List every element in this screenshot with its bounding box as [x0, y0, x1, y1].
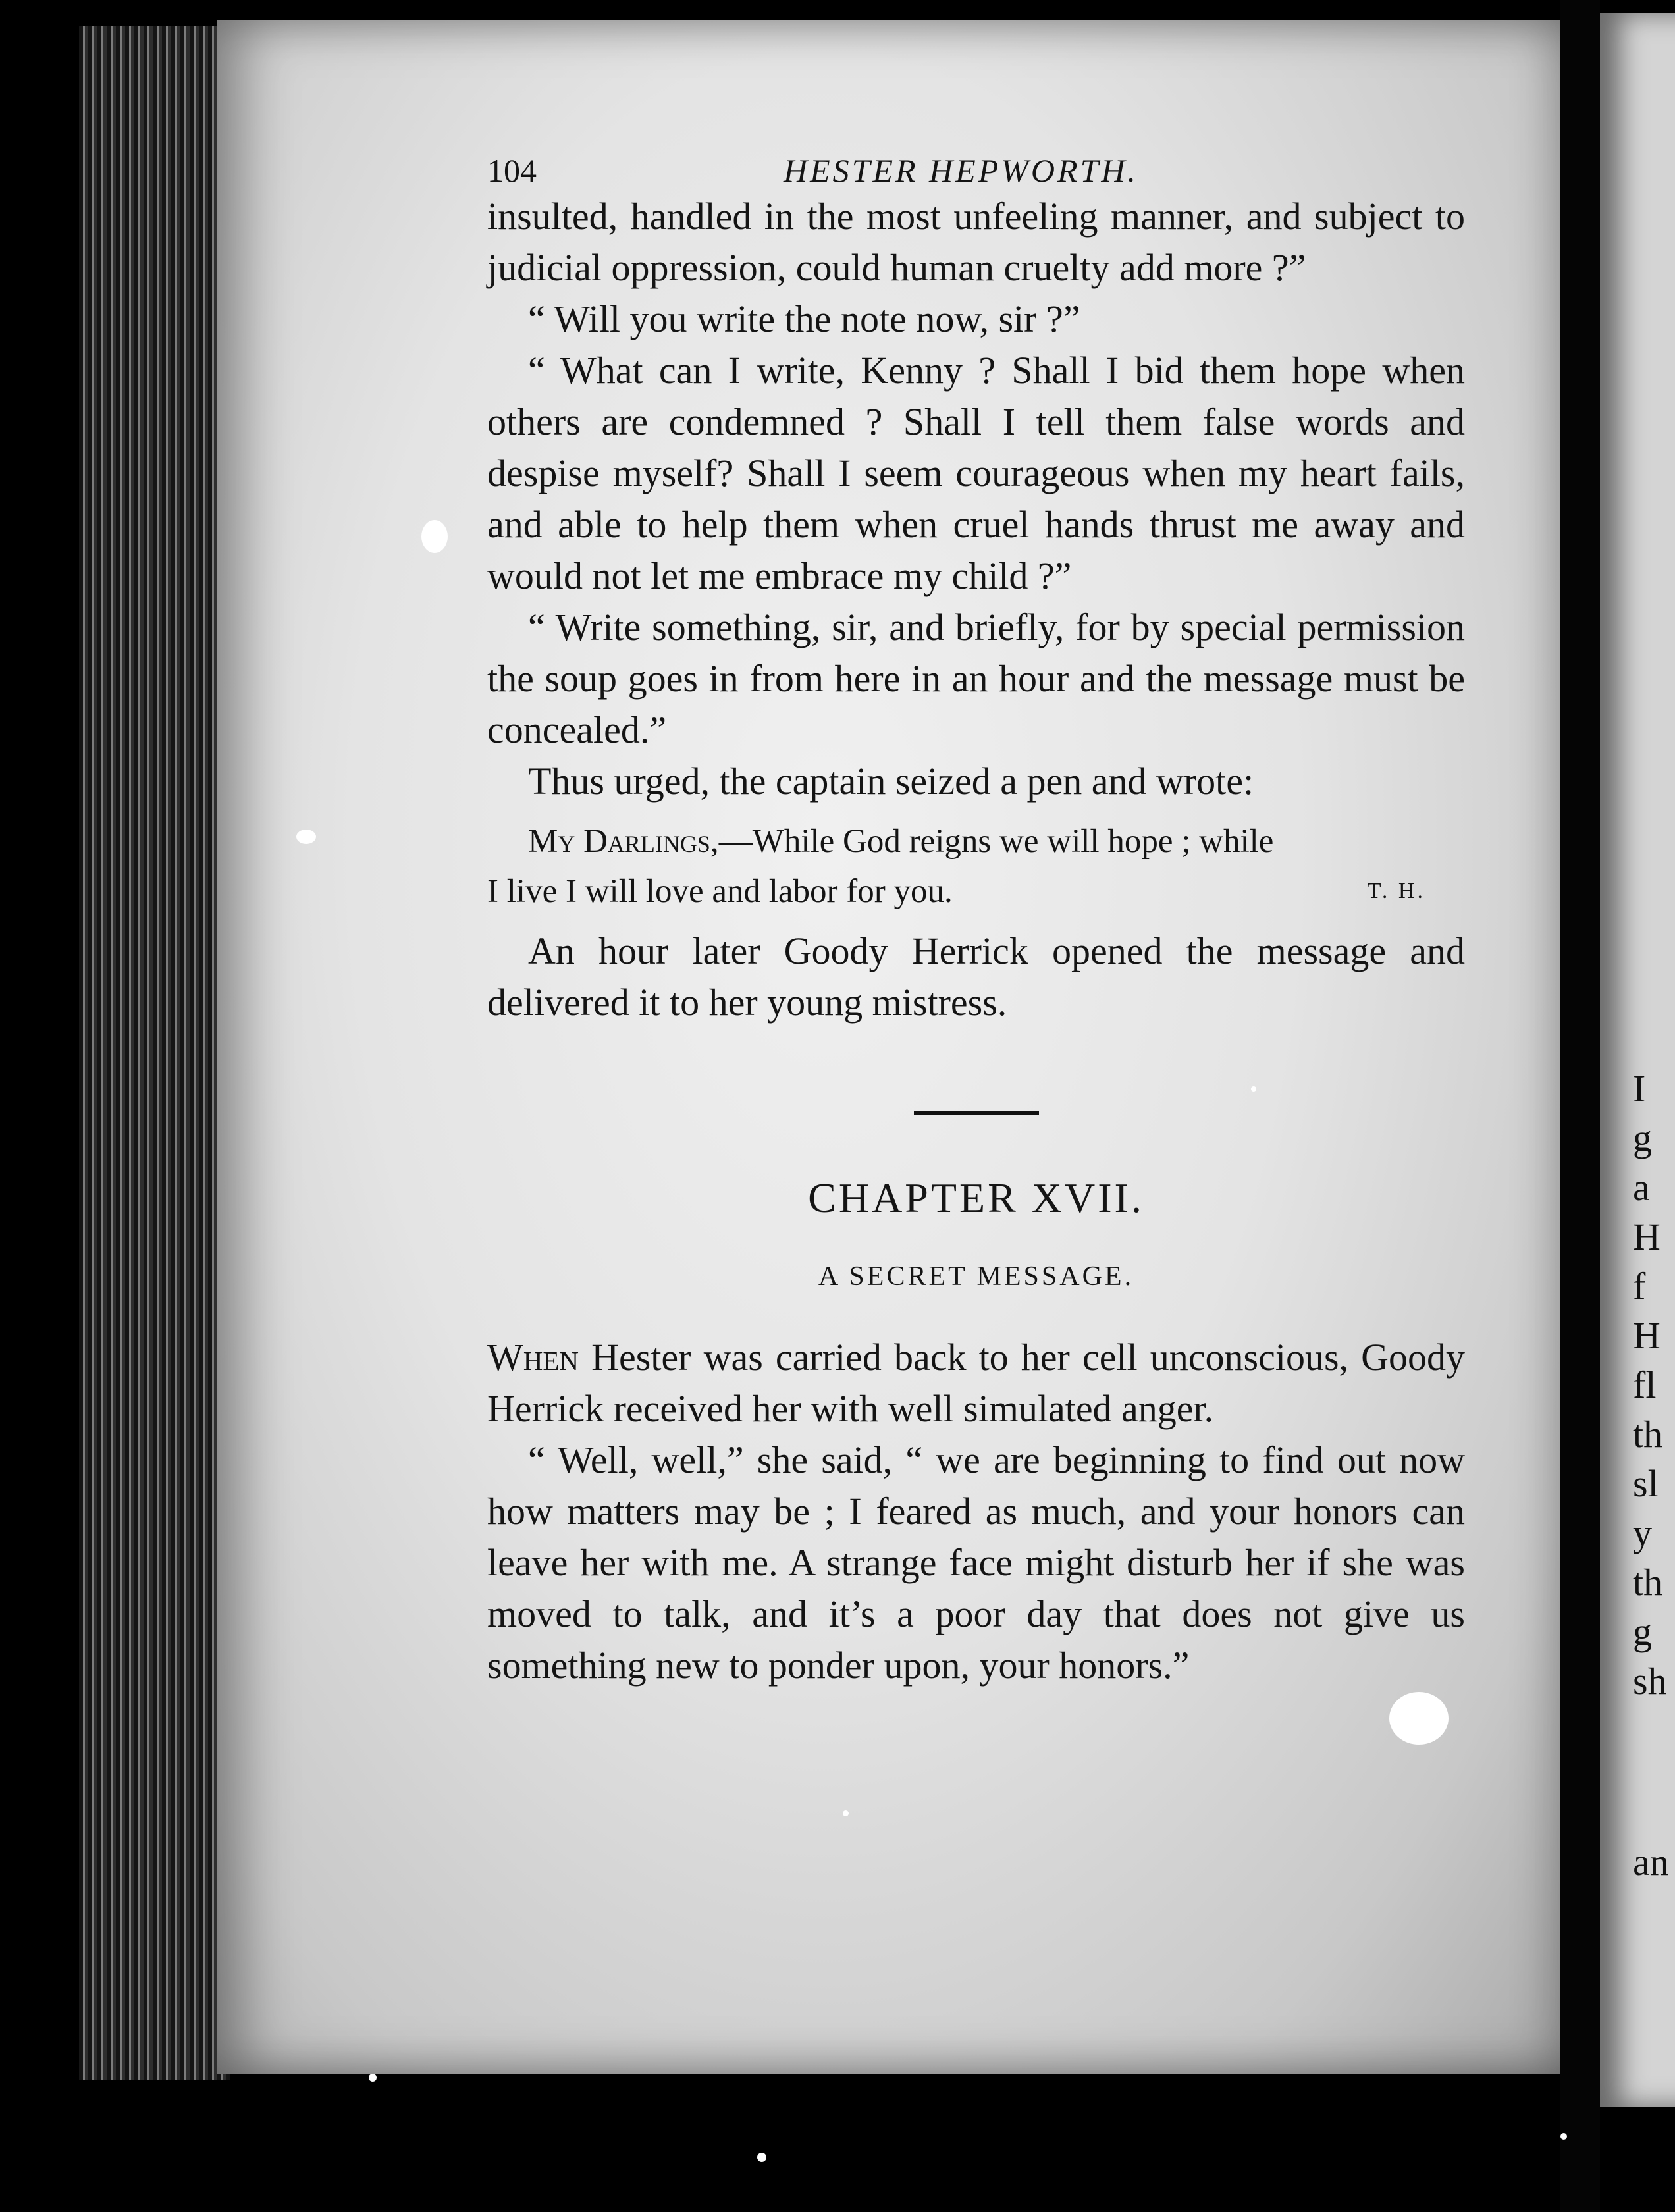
facing-page-fragment: H: [1633, 1314, 1661, 1357]
paragraph: “ Will you write the note now, sir ?”: [528, 298, 1080, 340]
facing-page-edge: [1600, 13, 1675, 2107]
chapter-opening-paragraph: [487, 1332, 1465, 1435]
scan-speck: [843, 1810, 849, 1816]
facing-page-fragment: sl: [1633, 1462, 1659, 1505]
quoted-letter: [487, 816, 1465, 866]
scan-speck: [1560, 2133, 1567, 2140]
facing-page-fragment: f: [1633, 1265, 1646, 1307]
paragraph: An hour later Goody Herrick opened the message and delivered it to her young mistress.: [487, 930, 1465, 1024]
scan-speck: [1389, 1692, 1449, 1745]
paragraph: Thus urged, the captain seized a pen and wrote:: [528, 760, 1254, 803]
book-gutter: [1560, 0, 1600, 2212]
letter-closing-line: [487, 866, 1465, 916]
letter-signature: T. H.: [1367, 879, 1425, 903]
scan-speck: [757, 2153, 766, 2162]
facing-page-fragment: I: [1633, 1067, 1646, 1110]
facing-page-fragment: th: [1633, 1413, 1663, 1456]
letter-salutation: My Darlings,: [528, 823, 719, 860]
running-head: [487, 138, 1465, 191]
chapter-heading: CHAPTER XVII.: [808, 1174, 1144, 1221]
paragraph: “ Write something, sir, and briefly, for by special permission the soup goes in from here in an hour and the message must be concealed.”: [487, 606, 1465, 751]
paragraph: “ What can I write, Kenny ? Shall I bid them hope when others are condemned ? Shall I tell them false words and despise myself? Shall I seem courageous when my heart fails, and able to help them when cruel hands thrust me away and would not let me embrace my child ?”: [487, 349, 1465, 597]
facing-page-fragment: g: [1633, 1610, 1652, 1653]
chapter-subtitle: A SECRET MESSAGE.: [818, 1261, 1134, 1292]
facing-page-fragment: y: [1633, 1512, 1652, 1554]
scan-speck: [1251, 1086, 1256, 1092]
opening-word: When: [487, 1336, 579, 1379]
running-title: HESTER HEPWORTH.: [784, 152, 1138, 189]
page-text-block: [487, 138, 1465, 1691]
facing-page-fragment: g: [1633, 1117, 1652, 1159]
facing-page-fragment: an: [1633, 1841, 1669, 1883]
page-stack-edge: [79, 26, 230, 2080]
opening-text: Hester was carried back to her cell unconscious, Goody Herrick received her with well simulated anger.: [487, 1336, 1465, 1430]
facing-page-fragment: th: [1633, 1561, 1663, 1604]
letter-line: —While God reigns we will hope ; while: [718, 823, 1274, 860]
scan-speck: [296, 830, 316, 844]
facing-page-fragment: fl: [1633, 1363, 1657, 1406]
page-number: 104: [487, 152, 537, 189]
paragraph: “ Well, well,” she said, “ we are beginning to find out now how matters may be ; I feared as much, and your honors can leave her with me. A strange face might disturb her if she was moved to talk, and it’s a poor day that does not give us something new to ponder upon, your honors.”: [487, 1438, 1465, 1687]
facing-page-fragment: sh: [1633, 1660, 1667, 1702]
facing-page-fragment: a: [1633, 1166, 1650, 1209]
paragraph: insulted, handled in the most unfeeling manner, and subject to judicial oppression, could human cruelty add more ?”: [487, 195, 1465, 289]
scan-speck: [369, 2074, 377, 2082]
scan-speck: [421, 520, 448, 553]
section-divider: [914, 1111, 1039, 1115]
facing-page-fragment: H: [1633, 1215, 1661, 1258]
letter-line: I live I will love and labor for you.: [487, 873, 953, 910]
